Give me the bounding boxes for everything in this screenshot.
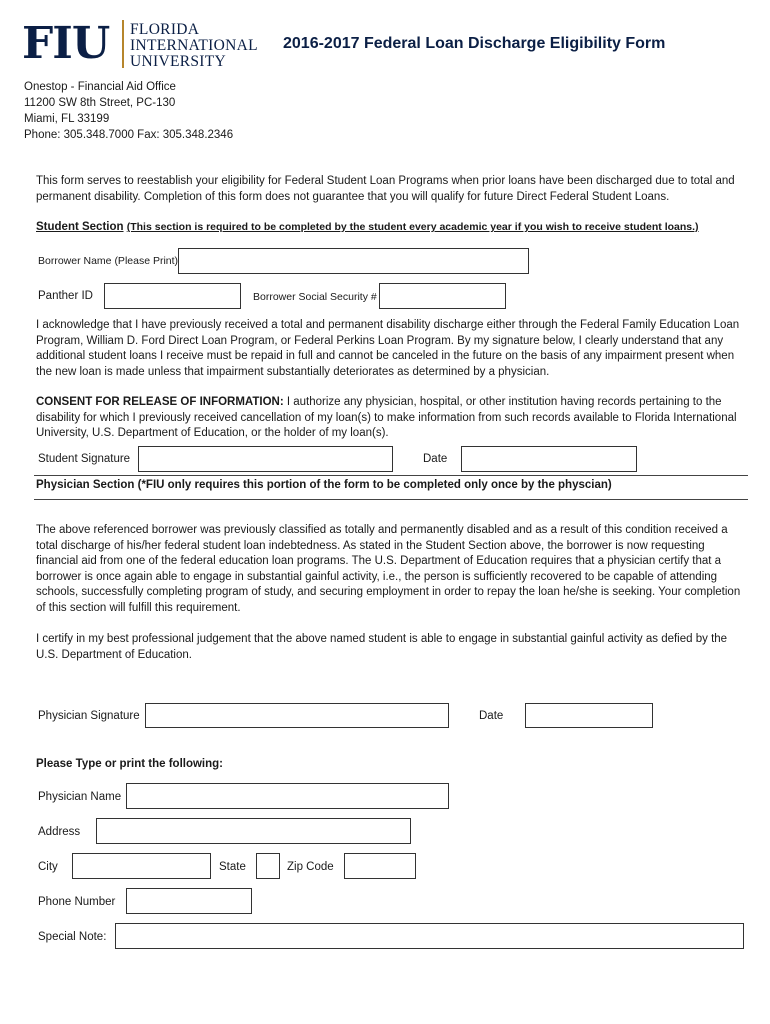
special-note-field[interactable] (115, 923, 744, 949)
ssn-label: Borrower Social Security # (253, 291, 377, 303)
consent-paragraph (36, 395, 748, 442)
office-name: Onestop - Financial Aid Office (24, 81, 176, 93)
special-note-label: Special Note: (38, 931, 107, 943)
intro-paragraph: This form serves to reestablish your eligibility for Federal Student Loan Programs when prior loans have been discharged due to total and permanent disability. Completion of this form does not guarantee that you will qualify for future Direct Federal Student Loans. (36, 175, 735, 203)
address-label: Address (38, 826, 81, 838)
physician-signature-label: Physician Signature (38, 710, 140, 722)
logo-letters: FIU (22, 18, 110, 69)
student-section-heading (36, 220, 756, 236)
physician-name-field[interactable] (126, 783, 449, 809)
address-field[interactable] (96, 818, 411, 844)
student-date-label: Date (423, 453, 448, 465)
logo-line-3: UNIVERSITY (130, 53, 226, 70)
office-phone-fax: Phone: 305.348.7000 Fax: 305.348.2346 (24, 129, 234, 141)
student-date-field[interactable] (461, 446, 637, 472)
consent-heading: CONSENT FOR RELEASE OF INFORMATION: (36, 396, 284, 408)
state-field[interactable] (256, 853, 280, 879)
ssn-field[interactable] (379, 283, 506, 309)
physician-paragraph-1: The above referenced borrower was previously classified as totally and permanently disabled and as a result of this condition received a total discharge of his/her federal student loan indebtedness. As stated in the Student Section above, the borrower is now requesting financial aid from one of the federal education loan programs. The U.S. Department of Education requires that a physician certify that a borrower is once again able to engage in substantial gainful activity, i.e., the person is sufficiently recovered to be capable of attending schools, successfully completing program of study, and securing employment in order to repay the loan he/she is seeking. Your completion of this section will fulfill this requirement. (36, 524, 741, 614)
panther-id-label: Panther ID (38, 290, 93, 302)
phone-number-label: Phone Number (38, 896, 116, 908)
physician-date-label: Date (479, 710, 504, 722)
student-section-title: Student Section (36, 221, 124, 233)
phone-number-field[interactable] (126, 888, 252, 914)
student-section-note: (This section is required to be completed by the student every academic year if you wish to receive student loans.) (126, 221, 699, 233)
student-signature-field[interactable] (138, 446, 393, 472)
office-street: 11200 SW 8th Street, PC-130 (24, 97, 176, 109)
physician-section-top-rule (34, 475, 748, 476)
zip-code-field[interactable] (344, 853, 416, 879)
logo-line-1: FLORIDA (130, 21, 200, 38)
physician-date-field[interactable] (525, 703, 653, 728)
borrower-name-label: Borrower Name (Please Print) (38, 255, 179, 267)
page-title: 2016-2017 Federal Loan Discharge Eligibility Form (283, 35, 666, 52)
physician-section-bottom-rule (34, 499, 748, 500)
logo-divider (122, 20, 124, 68)
physician-section-heading: Physician Section (*FIU only requires this portion of the form to be completed only once by the physcian) (36, 479, 612, 491)
city-label: City (38, 861, 58, 873)
acknowledgement-paragraph: I acknowledge that I have previously received a total and permanent disability discharge either through the Federal Family Education Loan Program, William D. Ford Direct Loan Program, or Federal Perkins Loan Program. By my signature below, I clearly understand that any additional student loans I receive must be repaid in full and cannot be canceled in the future on the basis of any impairment present when the new loan is made unless that impairment substantially deteriorates as determined by a physician. (36, 319, 740, 378)
physician-name-label: Physician Name (38, 791, 122, 803)
city-field[interactable] (72, 853, 211, 879)
print-heading: Please Type or print the following: (36, 758, 223, 770)
zip-code-label: Zip Code (287, 861, 334, 873)
fiu-logo (22, 18, 262, 70)
borrower-name-field[interactable] (178, 248, 529, 274)
office-city: Miami, FL 33199 (24, 113, 110, 125)
student-signature-label: Student Signature (38, 453, 131, 465)
consent-text: I authorize any physician, hospital, or other institution having records pertaining to the disability for which I previously received cancellation of my loan(s) to make information from such records available to Florida International University, U.S. Department of Education, or the holder of my loan(s). (36, 396, 737, 439)
physician-paragraph-2: I certify in my best professional judgement that the above named student is able to engage in substantial gainful activity as defied by the U.S. Department of Education. (36, 633, 728, 661)
panther-id-field[interactable] (104, 283, 241, 309)
state-label: State (219, 861, 246, 873)
logo-line-2: INTERNATIONAL (130, 37, 258, 54)
physician-signature-field[interactable] (145, 703, 449, 728)
